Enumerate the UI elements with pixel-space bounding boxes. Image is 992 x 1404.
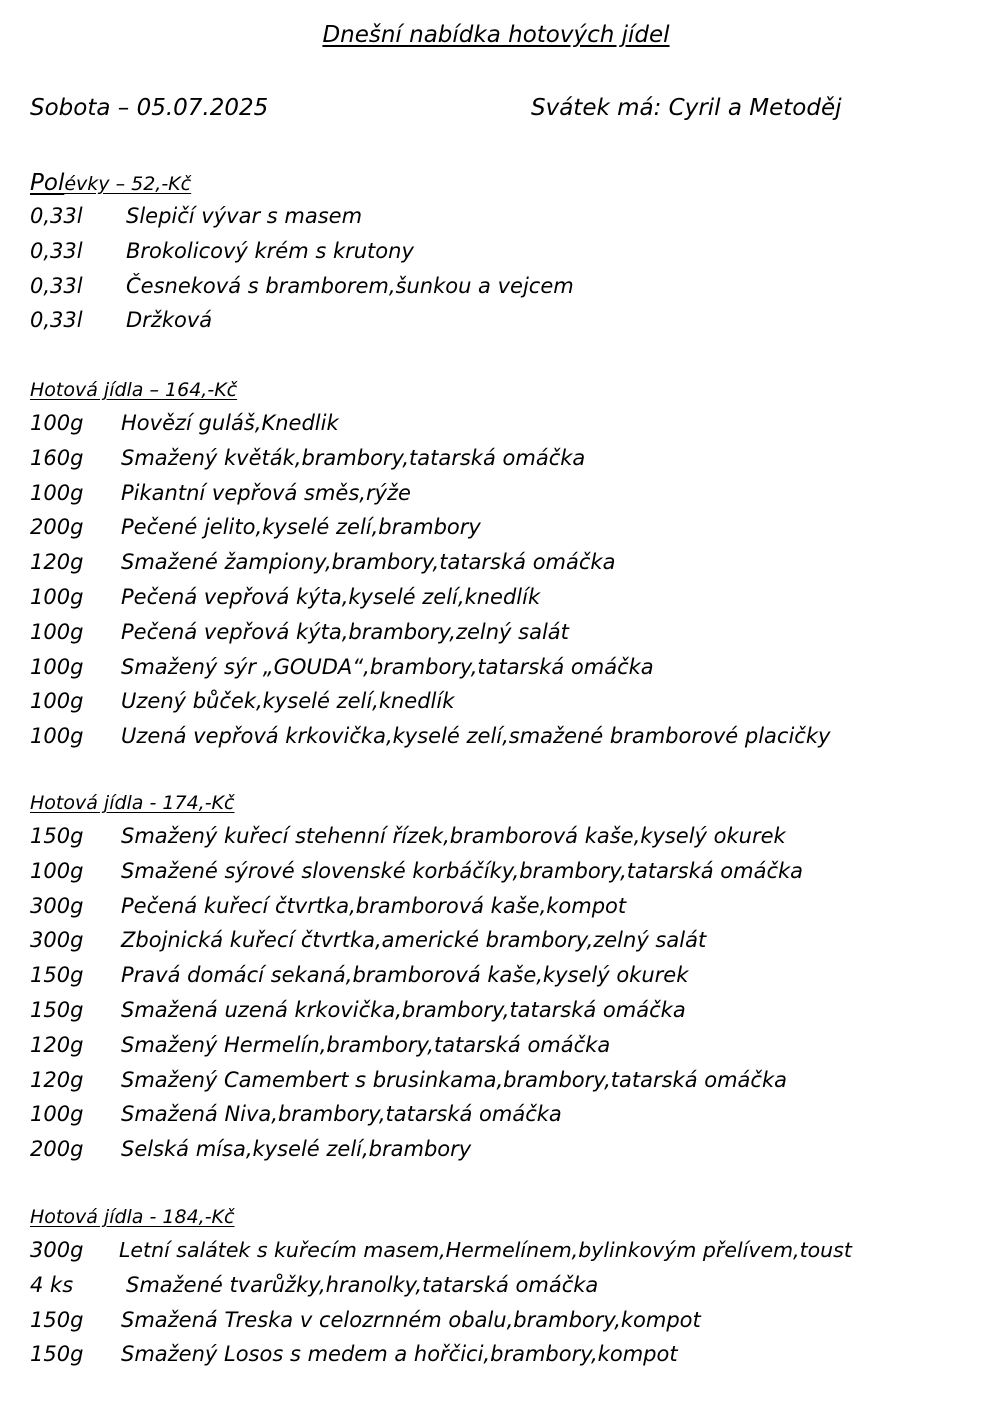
item-quantity: 150g	[30, 963, 84, 988]
list-item	[30, 1063, 980, 1098]
list-item	[30, 234, 980, 269]
list-item	[30, 1028, 980, 1063]
list-item	[30, 476, 980, 511]
item-dish: Smažené tvarůžky,hranolky,tatarská omáčka	[126, 1272, 599, 1297]
item-quantity: 120g	[30, 550, 84, 575]
item-quantity: 100g	[30, 724, 84, 749]
item-quantity: 200g	[30, 1137, 84, 1162]
list-item	[30, 510, 980, 545]
section-heading-text: Hotová jídla - 174,-Kč	[30, 792, 235, 814]
item-dish: Uzený bůček,kyselé zelí,knedlík	[121, 689, 455, 714]
item-quantity: 160g	[30, 445, 84, 470]
item-dish: Pečená vepřová kýta,brambory,zelný salát	[121, 619, 569, 644]
item-quantity: 120g	[30, 1067, 84, 1092]
list-item	[30, 615, 980, 650]
list-item	[30, 441, 980, 476]
item-quantity: 100g	[30, 411, 84, 435]
item-dish: Brokolicový krém s krutony	[126, 238, 414, 263]
item-dish: Smažené sýrové slovenské korbáčíky,brambory,tatarská omáčka	[121, 858, 804, 883]
item-dish: Smažený kuřecí stehenní řízek,bramborová kaše,kyselý okurek	[121, 824, 786, 848]
section-heading-meals-164	[30, 375, 980, 406]
item-dish: Letní salátek s kuřecím masem,Hermelínem,bylinkovým přelívem,toust	[119, 1238, 852, 1262]
section-heading-rest: évky – 52,-Kč	[64, 173, 192, 195]
list-item	[30, 889, 980, 924]
item-quantity: 300g	[30, 928, 84, 953]
item-dish: Česneková s bramborem,šunkou a vejcem	[126, 273, 574, 298]
list-item	[30, 1337, 980, 1372]
item-dish: Hovězí guláš,Knedlik	[121, 411, 339, 435]
section-meals-184	[30, 1202, 980, 1372]
list-item	[30, 269, 980, 304]
section-soups	[30, 168, 980, 338]
section-heading-meals-174	[30, 788, 980, 819]
section-meals-164	[30, 375, 980, 754]
list-item	[30, 1132, 980, 1167]
item-dish: Smažená Niva,brambory,tatarská omáčka	[121, 1102, 562, 1127]
item-dish: Pečená kuřecí čtvrtka,bramborová kaše,kompot	[121, 893, 627, 918]
item-dish: Smažený Losos s medem a hořčici,brambory,kompot	[121, 1342, 678, 1367]
item-quantity: 4 ks	[30, 1272, 74, 1297]
item-quantity: 100g	[30, 858, 84, 883]
item-quantity: 100g	[30, 480, 84, 505]
name-day: Svátek má: Cyril a Metoděj	[531, 95, 842, 121]
item-dish: Smažený Hermelín,brambory,tatarská omáčka	[121, 1032, 611, 1057]
item-dish: Smažená uzená krkovička,brambory,tatarská omáčka	[121, 997, 686, 1022]
page-title-text: Dnešní nabídka hotových jídel	[322, 22, 670, 48]
item-quantity: 150g	[30, 1342, 84, 1367]
section-heading-text: Hotová jídla - 184,-Kč	[30, 1206, 235, 1228]
item-dish: Uzená vepřová krkovička,kyselé zelí,smažené bramborové placičky	[121, 724, 831, 749]
item-quantity: 100g	[30, 689, 84, 714]
item-dish: Zbojnická kuřecí čtvrtka,americké brambory,zelný salát	[121, 928, 707, 953]
list-item	[30, 1097, 980, 1132]
list-item	[30, 199, 980, 234]
item-quantity: 150g	[30, 997, 84, 1022]
item-quantity: 150g	[30, 824, 84, 848]
list-item	[30, 958, 980, 993]
item-dish: Smažený Camembert s brusinkama,brambory,tatarská omáčka	[121, 1067, 787, 1092]
item-dish: Pikantní vepřová směs,rýže	[121, 480, 411, 505]
item-quantity: 0,33l	[30, 238, 83, 263]
item-quantity: 100g	[30, 1102, 84, 1127]
item-quantity: 150g	[30, 1307, 84, 1332]
list-item	[30, 580, 980, 615]
section-heading-meals-184	[30, 1202, 980, 1233]
item-quantity: 0,33l	[30, 273, 83, 298]
item-quantity: 0,33l	[30, 308, 83, 333]
list-item	[30, 1303, 980, 1338]
list-item	[30, 545, 980, 580]
item-dish: Pravá domácí sekaná,bramborová kaše,kyselý okurek	[121, 963, 689, 988]
item-quantity: 0,33l	[30, 204, 83, 228]
item-dish: Pečená vepřová kýta,kyselé zelí,knedlík	[121, 584, 541, 609]
list-item	[30, 1233, 980, 1268]
item-dish: Smažená Treska v celozrnném obalu,brambory,kompot	[121, 1307, 701, 1332]
section-heading-text: Hotová jídla – 164,-Kč	[30, 379, 238, 401]
section-heading-prefix: Pol	[30, 170, 65, 196]
item-dish: Držková	[126, 308, 213, 333]
list-item	[30, 923, 980, 958]
page-title	[0, 18, 992, 52]
item-quantity: 300g	[30, 1238, 84, 1262]
item-dish: Selská mísa,kyselé zelí,brambory	[121, 1137, 472, 1162]
list-item	[30, 684, 980, 719]
item-dish: Smažené žampiony,brambory,tatarská omáčka	[121, 550, 616, 575]
item-quantity: 300g	[30, 893, 84, 918]
list-item	[30, 854, 980, 889]
list-item	[30, 1268, 980, 1303]
list-item	[30, 303, 980, 338]
item-dish: Smažený květák,brambory,tatarská omáčka	[121, 445, 586, 470]
list-item	[30, 719, 980, 754]
section-meals-174	[30, 788, 980, 1167]
item-quantity: 100g	[30, 584, 84, 609]
item-quantity: 100g	[30, 619, 84, 644]
date-line: Sobota – 05.07.2025	[30, 95, 269, 121]
section-heading-soups	[30, 168, 980, 199]
list-item	[30, 993, 980, 1028]
item-dish: Pečené jelito,kyselé zelí,brambory	[121, 515, 481, 540]
item-dish: Slepičí vývar s masem	[126, 204, 363, 228]
item-quantity: 120g	[30, 1032, 84, 1057]
item-quantity: 200g	[30, 515, 84, 540]
list-item	[30, 406, 980, 441]
list-item	[30, 819, 980, 854]
list-item	[30, 650, 980, 685]
item-quantity: 100g	[30, 654, 84, 679]
item-dish: Smažený sýr „GOUDA“,brambory,tatarská omáčka	[121, 654, 654, 679]
